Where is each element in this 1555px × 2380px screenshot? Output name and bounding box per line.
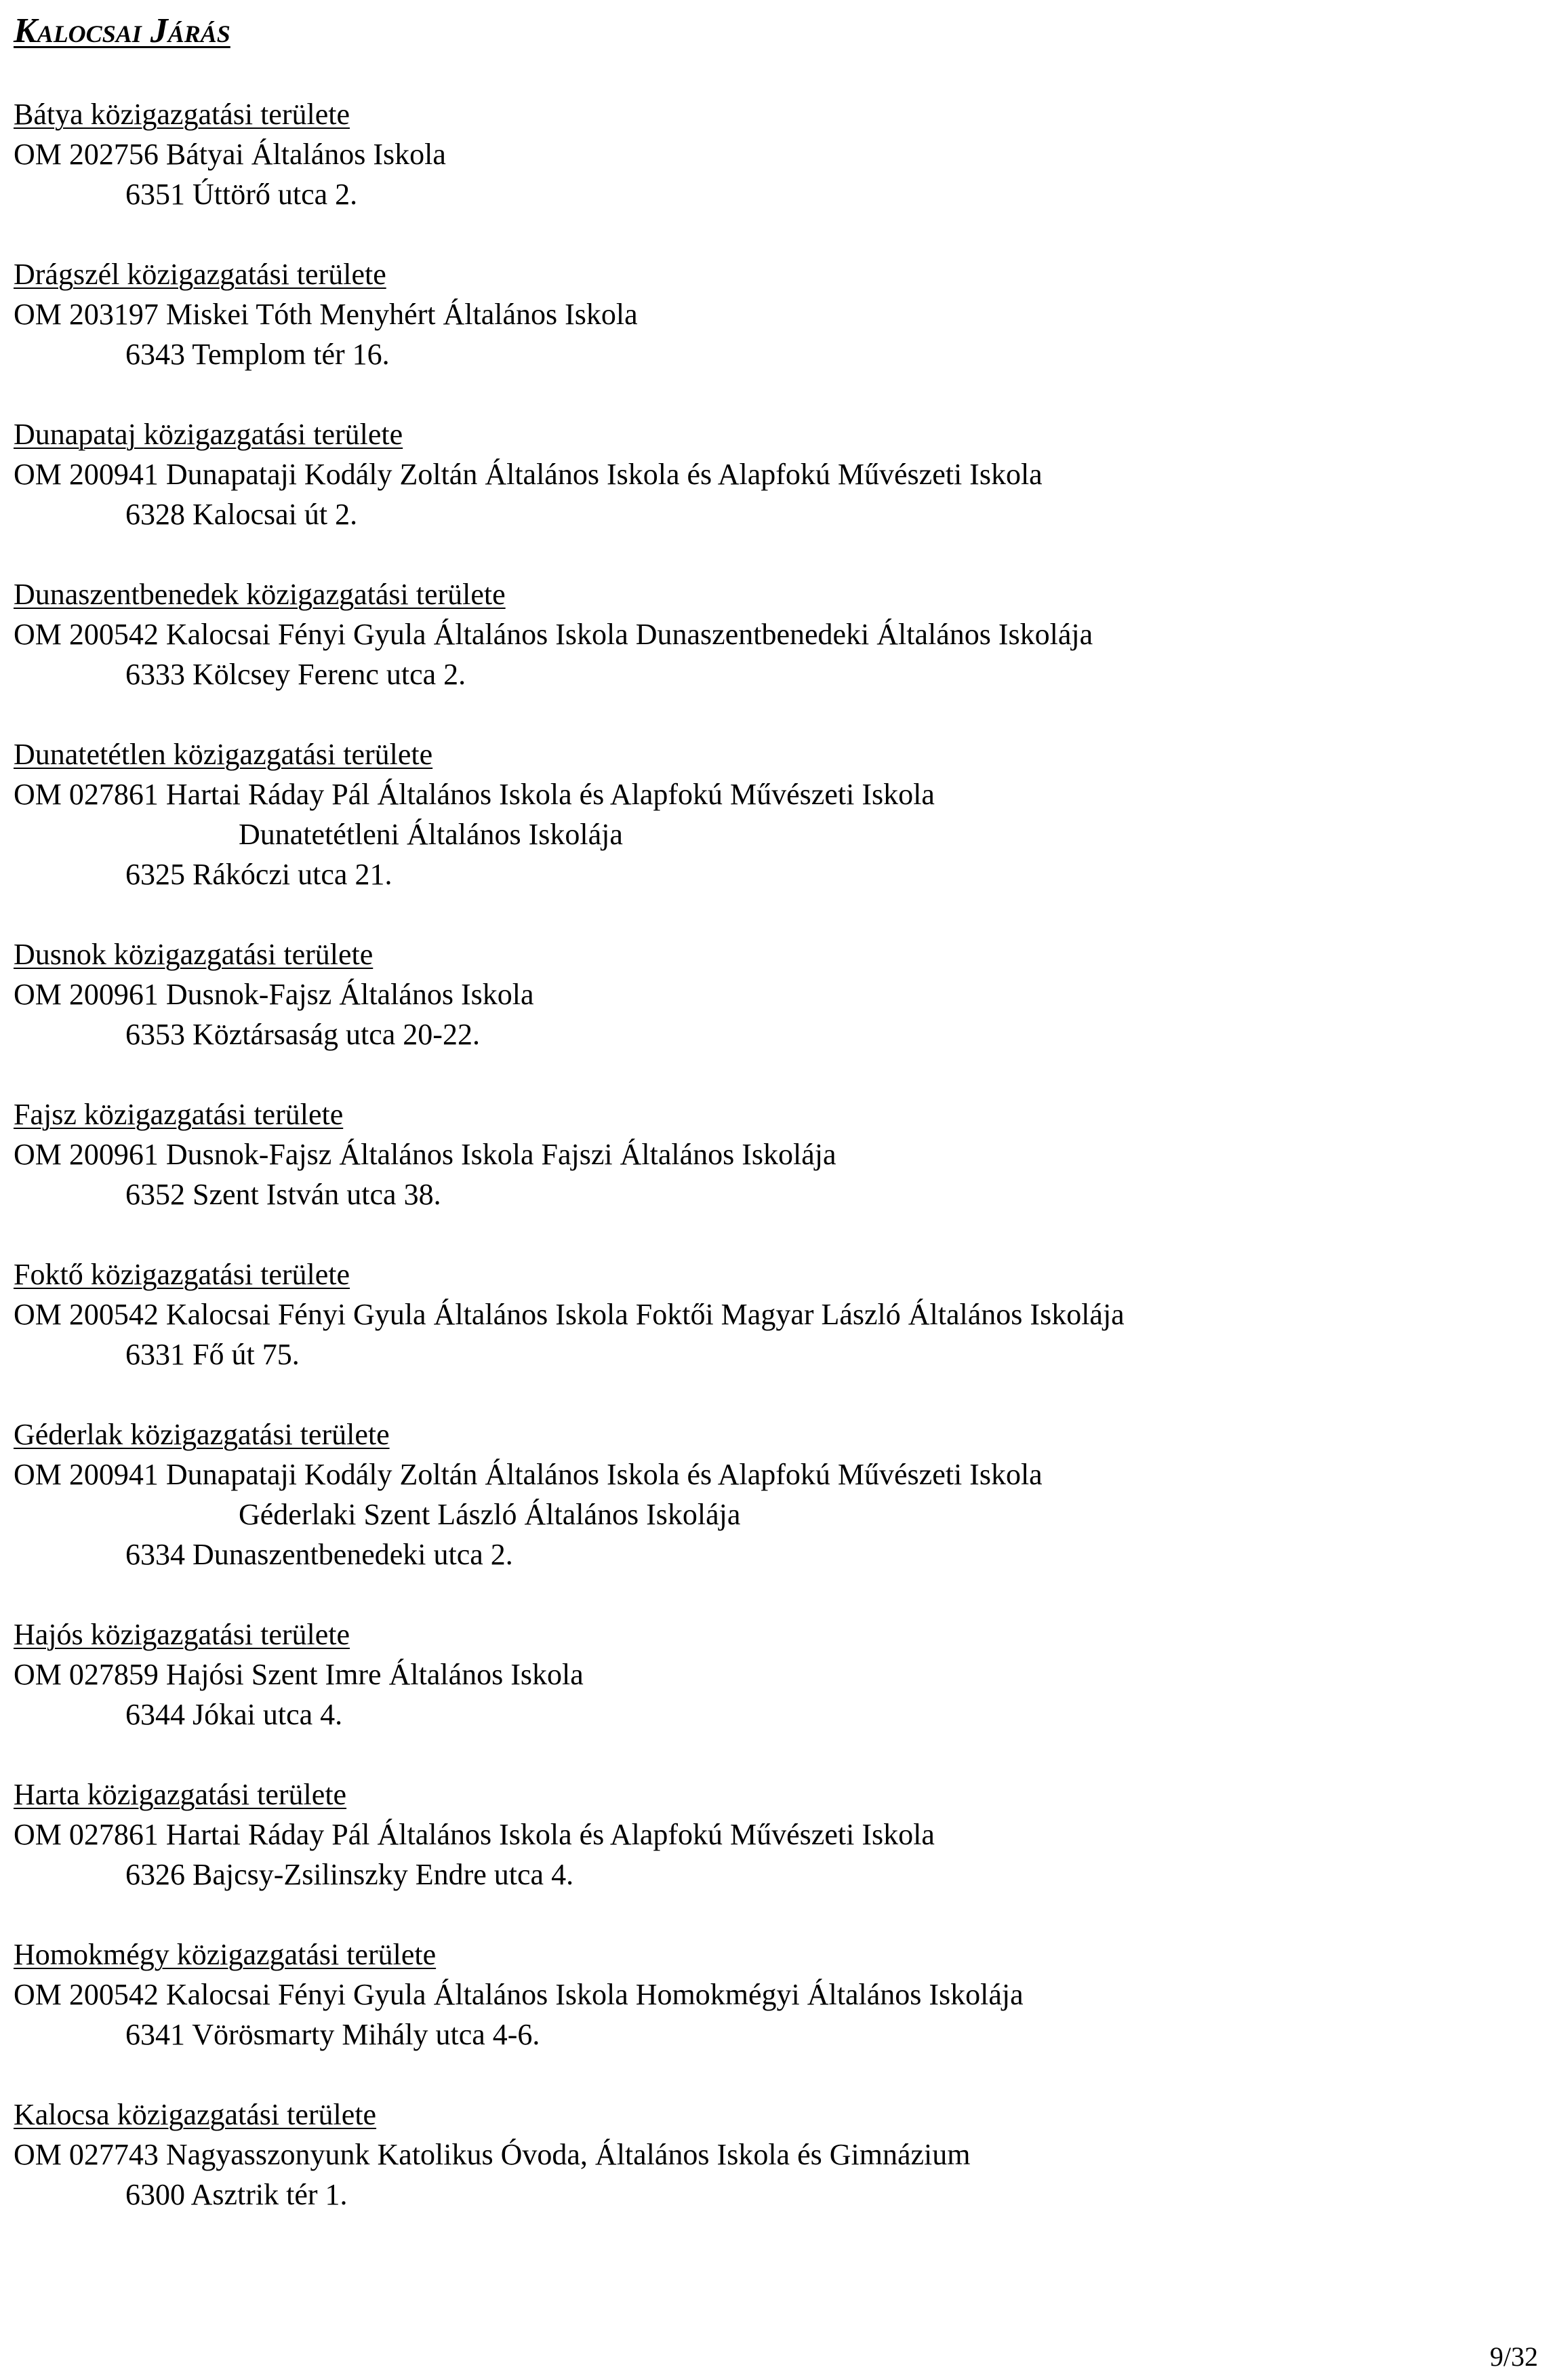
school-address: 6353 Köztársaság utca 20-22.	[125, 1018, 480, 1051]
district-section-dunapataj	[14, 414, 1532, 534]
page-number: 9/32	[1489, 2341, 1538, 2372]
school-address: 6344 Jókai utca 4.	[125, 1698, 343, 1731]
school-name: OM 200961 Dusnok-Fajsz Általános Iskola Fajszi Általános Iskolája	[14, 1138, 836, 1171]
school-name: OM 027861 Hartai Ráday Pál Általános Iskola és Alapfokú Művészeti Iskola	[14, 1818, 935, 1851]
school-address: 6328 Kalocsai út 2.	[125, 498, 358, 531]
area-title: Géderlak közigazgatási területe	[14, 1418, 390, 1451]
area-title: Hajós közigazgatási területe	[14, 1618, 350, 1651]
school-name: OM 200961 Dusnok-Fajsz Általános Iskola	[14, 978, 534, 1011]
school-address: 6300 Asztrik tér 1.	[125, 2178, 348, 2211]
school-address: 6325 Rákóczi utca 21.	[125, 858, 392, 891]
school-name: OM 027859 Hajósi Szent Imre Általános Iskola	[14, 1658, 584, 1691]
area-title: Dunatetétlen közigazgatási területe	[14, 738, 433, 771]
area-title: Dunaszentbenedek közigazgatási területe	[14, 578, 506, 611]
district-section-kalocsa	[14, 2095, 1532, 2215]
area-title: Homokmégy közigazgatási területe	[14, 1938, 437, 1971]
school-address: 6334 Dunaszentbenedeki utca 2.	[125, 1538, 513, 1571]
school-name: OM 203197 Miskei Tóth Menyhért Általános Iskola	[14, 298, 638, 331]
school-address: 6343 Templom tér 16.	[125, 338, 390, 371]
district-section-hajos	[14, 1614, 1532, 1734]
district-section-fokto	[14, 1254, 1532, 1374]
school-address: 6331 Fő út 75.	[125, 1338, 300, 1371]
district-section-gederlak	[14, 1414, 1532, 1574]
school-address: 6326 Bajcsy-Zsilinszky Endre utca 4.	[125, 1858, 574, 1891]
school-name: OM 027861 Hartai Ráday Pál Általános Iskola és Alapfokú Művészeti Iskola	[14, 778, 935, 811]
school-name: OM 200941 Dunapataji Kodály Zoltán Általános Iskola és Alapfokú Művészeti Iskola	[14, 1458, 1043, 1491]
page-heading: Kalocsai Járás	[14, 12, 230, 50]
area-title: Drágszél közigazgatási területe	[14, 258, 386, 291]
district-section-dusnok	[14, 934, 1532, 1054]
area-title: Dusnok közigazgatási területe	[14, 938, 373, 971]
school-address: 6333 Kölcsey Ferenc utca 2.	[125, 658, 466, 691]
school-branch: Dunatetétleni Általános Iskolája	[239, 818, 623, 851]
district-section-fajsz	[14, 1094, 1532, 1214]
school-name: OM 200542 Kalocsai Fényi Gyula Általános Iskola Homokmégyi Általános Iskolája	[14, 1978, 1024, 2011]
area-title: Kalocsa közigazgatási területe	[14, 2098, 377, 2131]
area-title: Fajsz közigazgatási területe	[14, 1098, 344, 1131]
area-title: Harta közigazgatási területe	[14, 1778, 347, 1811]
school-address: 6341 Vörösmarty Mihály utca 4-6.	[125, 2018, 540, 2051]
school-name: OM 200941 Dunapataji Kodály Zoltán Általános Iskola és Alapfokú Művészeti Iskola	[14, 458, 1043, 491]
school-branch: Géderlaki Szent László Általános Iskolája	[239, 1498, 741, 1531]
school-address: 6351 Úttörő utca 2.	[125, 178, 358, 211]
school-address: 6352 Szent István utca 38.	[125, 1178, 441, 1211]
school-name: OM 202756 Bátyai Általános Iskola	[14, 138, 446, 171]
area-title: Foktő közigazgatási területe	[14, 1258, 350, 1291]
area-title: Dunapataj közigazgatási területe	[14, 418, 403, 451]
district-section-dunaszentbenedek	[14, 574, 1532, 694]
school-name: OM 200542 Kalocsai Fényi Gyula Általános Iskola Dunaszentbenedeki Általános Iskolája	[14, 618, 1093, 651]
area-title: Bátya közigazgatási területe	[14, 98, 350, 131]
school-name: OM 027743 Nagyasszonyunk Katolikus Óvoda, Általános Iskola és Gimnázium	[14, 2138, 971, 2171]
district-list	[14, 94, 1532, 2255]
district-section-dragszel	[14, 254, 1532, 374]
district-section-harta	[14, 1774, 1532, 1895]
district-section-dunatetetlen	[14, 734, 1532, 894]
district-section-batya	[14, 94, 1532, 214]
school-name: OM 200542 Kalocsai Fényi Gyula Általános Iskola Foktői Magyar László Általános Iskolája	[14, 1298, 1125, 1331]
district-section-homokmegy	[14, 1935, 1532, 2055]
